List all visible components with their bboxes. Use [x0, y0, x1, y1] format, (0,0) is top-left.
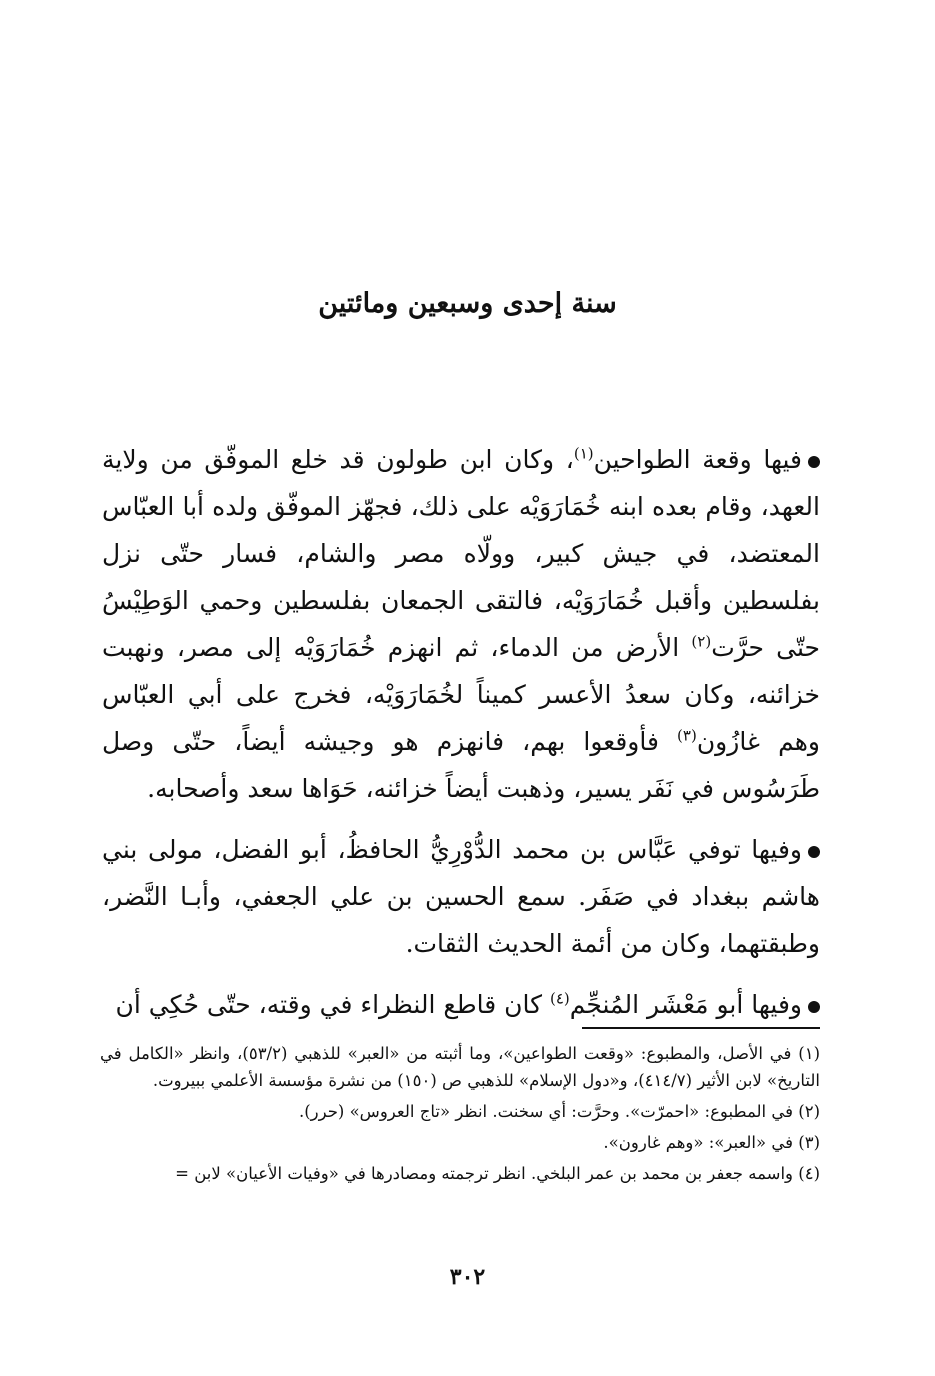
paragraph-3: [102, 981, 820, 1028]
footnote-ref-1[interactable]: (١): [573, 444, 594, 463]
paragraph-1-text-a: فيها وقعة الطواحين: [593, 445, 802, 474]
paragraph-1: [102, 436, 820, 812]
bullet-icon: [808, 456, 820, 468]
footnotes: [100, 1040, 820, 1191]
paragraph-1-text-c: الأرض من الدماء، ثم انهزم خُمَارَوَيْه إلى مصر، ونهبت خزائنه، وكان سعدُ الأعسر كميناً لخُمَارَوَيْه، فخرج على أبي العبّاس وهم غازُون: [102, 633, 821, 756]
chapter-title: سنة إحدى وسبعين ومائتين: [318, 288, 617, 319]
paragraph-3-text-b: كان قاطع النظراء في وقته، حتّى حُكِي أن: [115, 990, 550, 1019]
footnote-separator: [582, 1027, 820, 1029]
footnote-ref-4[interactable]: (٤): [549, 989, 570, 1008]
paragraph-2: [102, 826, 820, 967]
footnote-1: (١) في الأصل، والمطبوع: «وقعت الطواعين»، وما أثبته من «العبر» للذهبي (٥٣/٢)، وانظر «الكامل في التاريخ» لابن الأثير (٤١٤/٧)، و«دول الإسلام» للذهبي ص (١٥٠) من نشرة مؤسسة الأعلمي ببيروت.: [100, 1044, 820, 1090]
footnote-ref-2[interactable]: (٢): [691, 632, 712, 651]
paragraph-1-text-d: فأوقعوا بهم، فانهزم هو وجيشه أيضاً، حتّى وصل طَرَسُوس في نَفَر يسير، وذهبت أيضاً خزائنه، حَوَاها سعد وأصحابه.: [102, 727, 820, 803]
bullet-icon: [808, 1001, 820, 1013]
footnote-4: (٤) واسمه جعفر بن محمد بن عمر البلخي. انظر ترجمته ومصادرها في «وفيات الأعيان» لابن =: [175, 1164, 820, 1183]
paragraph-1-text-b: ، وكان ابن طولون قد خلع الموفّق من ولاية العهد، وقام بعده ابنه خُمَارَوَيْه على ذلك، فجهّز الموفّق ولده أبا العبّاس المعتضد، في جيش كبير، وولّاه مصر والشام، فسار حتّى نزل بفلسطين وأقبل خُمَارَوَيْه، فالتقى الجمعان بفلسطين وحمي الوَطِيْسُ حتّى حرَّت: [102, 445, 820, 662]
paragraph-2-text: وفيها توفي عَبَّاس بن محمد الدُّوْرِيُّ الحافظُ، أبو الفضل، مولى بني هاشم ببغداد في صَفَر. سمع الحسين بن علي الجعفي، وأبـا النَّضر، وطبقتهما، وكان من أئمة الحديث الثقات.: [102, 835, 820, 958]
footnote-ref-3[interactable]: (٣): [677, 726, 697, 745]
bullet-icon: [808, 846, 820, 858]
main-text: [102, 436, 820, 1028]
paragraph-3-text-a: وفيها أبو مَعْشَر المُنجِّم: [569, 990, 802, 1019]
page-number: ٣٠٢: [449, 1264, 486, 1290]
footnote-3: (٣) في «العبر»: «وهم غارون».: [603, 1133, 820, 1152]
footnote-2: (٢) في المطبوع: «احمرّت». وحرَّت: أي سخنت. انظر «تاج العروس» (حرر).: [298, 1102, 820, 1121]
